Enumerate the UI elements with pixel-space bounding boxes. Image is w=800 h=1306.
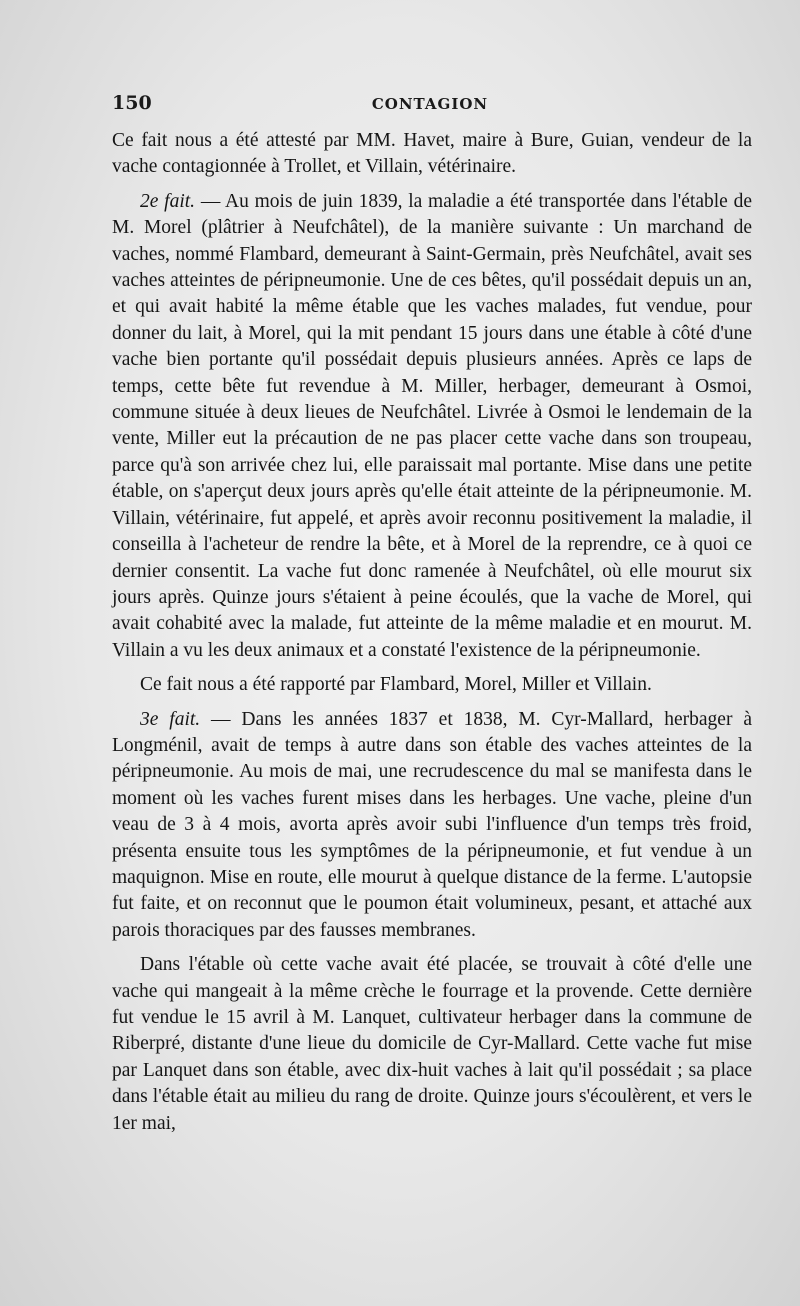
paragraph-text: Dans l'étable où cette vache avait été placée, se trouvait à côté d'elle une vache qui mangeait à la même crèche le fourrage et la provende. Cette dernière fut vendue le 15 avril à M. Lanquet, cultivateur herbager dans la commune de Riberpré, distante d'une lieue du domicile de Cyr-Mallard. Cette vache fut mise par Lanquet dans son étable, avec dix-huit vaches à lait qu'il possédait ; sa place dans l'étable était au milieu du rang de droite. Quinze jours s'écoulèrent, et vers le 1er mai, <box>112 954 752 1134</box>
paragraph <box>112 707 752 945</box>
paragraph-text: — Dans les années 1837 et 1838, M. Cyr-Mallard, herbager à Longménil, avait de temps à autre dans son étable des vaches atteintes de la péripneumonie. Au mois de mai, une recrudescence du mal se manifesta dans le moment où les vaches furent mises dans les herbages. Une vache, pleine d'un veau de 3 à 4 mois, avorta après avoir subi l'influence d'un temps très froid, présenta ensuite tous les symptômes de la péripneumonie, et fut vendue à un maquignon. Mise en route, elle mourut à quelque distance de la ferme. L'autopsie fut faite, et on reconnut que le poumon était volumineux, pesant, et attaché aux parois thoraciques par des fausses membranes. <box>112 708 752 941</box>
paragraph <box>112 189 752 664</box>
fact-heading: 3e fait. <box>140 708 201 730</box>
paragraph <box>112 952 752 1137</box>
running-title: CONTAGION <box>371 95 489 113</box>
page-body <box>112 128 752 1137</box>
page-number: 150 <box>112 92 152 114</box>
paragraph-text: Ce fait nous a été rapporté par Flambard, Morel, Miller et Villain. <box>140 674 652 696</box>
paragraph <box>112 128 752 181</box>
fact-heading: 2e fait. <box>140 190 196 212</box>
paragraph <box>112 672 752 698</box>
paragraph-text: — Au mois de juin 1839, la maladie a été transportée dans l'étable de M. Morel (plâtrier à Neufchâtel), de la manière suivante : Un marchand de vaches, nommé Flambard, demeurant à Saint-Germain, près Neufchâtel, avait ses vaches atteintes de péripneumonie. Une de ces bêtes, qu'il possédait depuis un an, et qui avait habité la même étable que les vaches malades, fut vendue, pour donner du lait, à Morel, qui la mit pendant 15 jours dans une étable à côté d'une vache bien portante qu'il possédait depuis plusieurs années. Après ce laps de temps, cette bête fut revendue à M. Miller, herbager, demeurant à Osmoi, commune située à deux lieues de Neufchâtel. Livrée à Osmoi le lendemain de la vente, Miller eut la précaution de ne pas placer cette vache dans son troupeau, parce qu'à son arrivée chez lui, elle paraissait mal portante. Mise dans une petite étable, on s'aperçut deux jours après qu'elle était atteinte de la péripneumonie. M. Villain, vétérinaire, fut appelé, et après avoir reconnu positivement la maladie, il conseilla à l'acheteur de rendre la bête, et à Morel de la reprendre, ce à quoi ce dernier consentit. La vache fut donc ramenée à Neufchâtel, où elle mourut six jours après. Quinze jours s'étaient à peine écoulés, que la vache de Morel, qui avait cohabité avec la malade, fut atteinte de la même maladie et en mourut. M. Villain a vu les deux animaux et a constaté l'existence de la péripneumonie. <box>112 190 752 661</box>
paragraph-text: Ce fait nous a été attesté par MM. Havet, maire à Bure, Guian, vendeur de la vache contagionnée à Trollet, et Villain, vétérinaire. <box>112 130 752 178</box>
page-header <box>112 92 748 118</box>
